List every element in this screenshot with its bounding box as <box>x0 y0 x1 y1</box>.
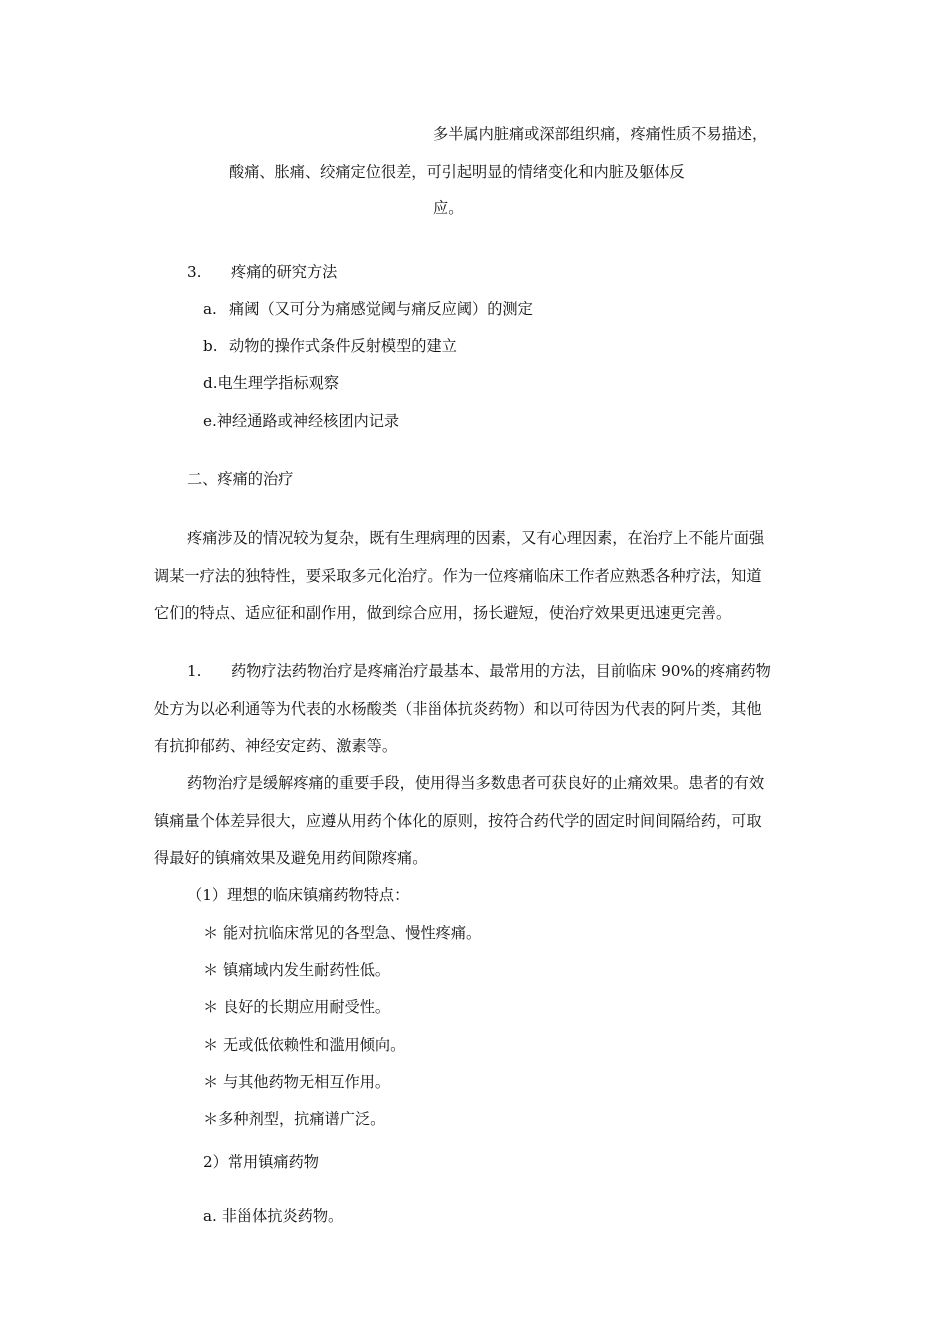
intro-line-1: 多半属内脏痛或深部组织痛，疼痛性质不易描述， <box>433 125 768 143</box>
research-item-marker: a. <box>203 300 217 318</box>
bullet-item: ＊ 能对抗临床常见的各型急、慢性疼痛。 <box>203 924 482 942</box>
bullet-item: ＊ 镇痛域内发生耐药性低。 <box>203 961 391 979</box>
section-heading: 二、疼痛的治疗 <box>187 470 294 488</box>
list-item: a. 非甾体抗炎药物。 <box>203 1207 344 1225</box>
subsection-heading: 2）常用镇痛药物 <box>203 1153 319 1171</box>
paragraph-line: 有抗抑郁药、神经安定药、激素等。 <box>154 737 397 755</box>
section-3-title: 疼痛的研究方法 <box>231 263 338 281</box>
drug-section-number: 1. <box>187 662 202 680</box>
paragraph-line: 药物疗法药物治疗是疼痛治疗最基本、最常用的方法，目前临床 90%的疼痛药物 <box>231 662 771 680</box>
bullet-item: ＊ 无或低依赖性和滥用倾向。 <box>203 1036 406 1054</box>
intro-line-2: 酸痛、胀痛、绞痛定位很差，可引起明显的情绪变化和内脏及躯体反 <box>229 163 685 181</box>
research-item-text: e.神经通路或神经核团内记录 <box>203 412 400 430</box>
paragraph-line: 疼痛涉及的情况较为复杂，既有生理病理的因素，又有心理因素，在治疗上不能片面强 <box>187 529 765 547</box>
paragraph-line: 调某一疗法的独特性，要采取多元化治疗。作为一位疼痛临床工作者应熟悉各种疗法，知道 <box>154 567 762 585</box>
research-item-marker: b. <box>203 337 218 355</box>
subsection-heading: （1）理想的临床镇痛药物特点： <box>187 886 410 904</box>
bullet-item: ＊ 与其他药物无相互作用。 <box>203 1073 391 1091</box>
intro-line-3: 应。 <box>433 199 464 217</box>
bullet-item: ＊ 良好的长期应用耐受性。 <box>203 998 391 1016</box>
research-item-text: 痛阈（又可分为痛感觉阈与痛反应阈）的测定 <box>229 300 533 318</box>
paragraph-line: 它们的特点、适应征和副作用，做到综合应用，扬长避短，使治疗效果更迅速更完善。 <box>154 604 732 622</box>
research-item-text: 动物的操作式条件反射模型的建立 <box>229 337 457 355</box>
research-item-text: d.电生理学指标观察 <box>203 374 340 392</box>
paragraph-line: 得最好的镇痛效果及避免用药间隙疼痛。 <box>154 849 428 867</box>
paragraph-line: 药物治疗是缓解疼痛的重要手段，使用得当多数患者可获良好的止痛效果。患者的有效 <box>187 774 765 792</box>
paragraph-line: 镇痛量个体差异很大，应遵从用药个体化的原则，按符合药代学的固定时间间隔给药，可取 <box>154 812 762 830</box>
paragraph-line: 处方为以必利通等为代表的水杨酸类（非甾体抗炎药物）和以可待因为代表的阿片类，其他 <box>154 700 762 718</box>
section-3-number: 3. <box>187 263 202 281</box>
bullet-item: ＊多种剂型，抗痛谱广泛。 <box>203 1110 386 1128</box>
